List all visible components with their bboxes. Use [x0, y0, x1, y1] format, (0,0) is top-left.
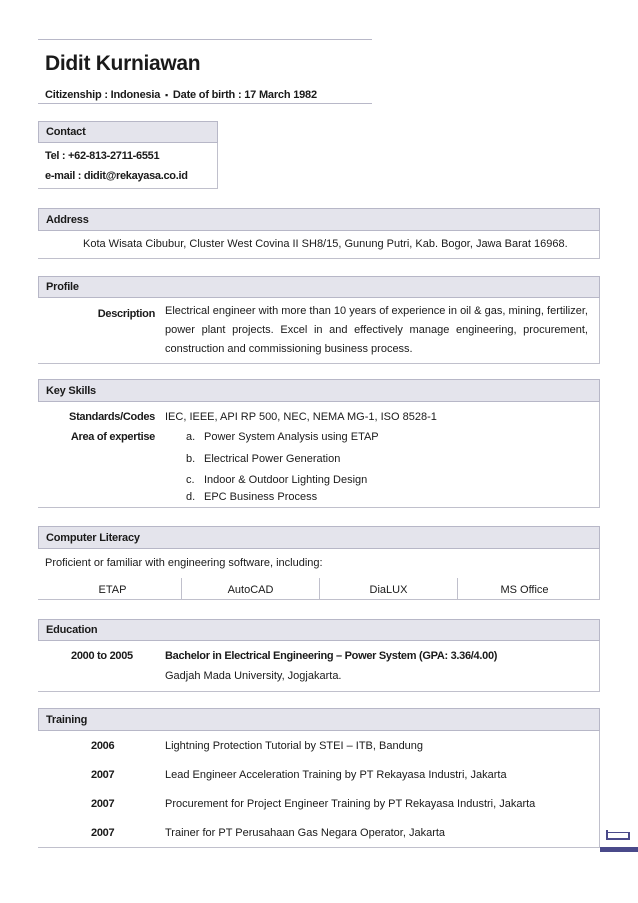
computer-header	[38, 526, 600, 549]
education-degree: Bachelor in Electrical Engineering – Power System (GPA: 3.36/4.00)	[165, 650, 498, 662]
training-text: Trainer for PT Perusahaan Gas Negara Operator, Jakarta	[165, 827, 446, 839]
skills-border-bottom	[38, 507, 600, 508]
skills-title: Key Skills	[46, 384, 96, 397]
address-border-bottom	[38, 258, 600, 259]
expertise-item	[186, 453, 340, 465]
computer-title: Computer Literacy	[46, 531, 140, 544]
personal-info	[45, 89, 317, 101]
address-header	[38, 208, 600, 231]
profile-border-bottom	[38, 363, 600, 364]
training-year: 2007	[91, 769, 115, 781]
address-border-right	[599, 231, 600, 258]
date-of-birth: Date of birth : 17 March 1982	[172, 89, 317, 101]
training-border-bottom	[38, 847, 600, 848]
software-item: ETAP	[98, 584, 127, 596]
profile-header	[38, 276, 600, 298]
expertise-label: Area of expertise	[70, 431, 155, 443]
training-border-right	[599, 731, 600, 847]
expertise-marker: d.	[186, 491, 196, 503]
citizenship: Citizenship : Indonesia	[45, 89, 161, 101]
profile-border-right	[599, 298, 600, 363]
profile-title: Profile	[46, 281, 79, 293]
software-item: AutoCAD	[227, 584, 274, 596]
expertise-marker: c.	[186, 474, 195, 486]
header-rule	[38, 103, 372, 104]
education-border-bottom	[38, 691, 600, 692]
contact-email: e-mail : didit@rekayasa.co.id	[45, 170, 188, 182]
computer-intro: Proficient or familiar with engineering software, including:	[45, 557, 323, 569]
expertise-marker: a.	[186, 431, 196, 443]
education-header	[38, 619, 600, 641]
expertise-item	[186, 431, 379, 443]
training-year: 2007	[91, 798, 115, 810]
training-header	[38, 708, 600, 731]
expertise-item	[186, 491, 317, 503]
top-rule	[38, 39, 372, 40]
education-border-right	[599, 641, 600, 691]
profile-description: Electrical engineer with more than 10 years of experience in oil & gas, mining, fertilizer, power plant projects. Excel in and effectively manage engineering, procurement, construction and commissioning business process.	[165, 305, 588, 355]
address-title: Address	[46, 213, 89, 226]
person-name: Didit Kurniawan	[45, 52, 201, 75]
contact-border-right	[217, 143, 218, 189]
skills-header	[38, 379, 600, 402]
training-text: Lightning Protection Tutorial by STEI – ITB, Bandung	[165, 740, 424, 752]
contact-title: Contact	[46, 126, 86, 138]
education-school: Gadjah Mada University, Jogjakarta.	[165, 670, 342, 682]
training-year: 2006	[91, 740, 115, 752]
skills-border-right	[599, 402, 600, 507]
training-text: Procurement for Project Engineer Training by PT Rekayasa Industri, Jakarta	[165, 798, 536, 810]
contact-header	[38, 121, 218, 143]
software-item: MS Office	[500, 584, 549, 596]
profile-label: Description	[97, 308, 155, 320]
page-corner-bar	[600, 847, 638, 852]
expertise-item	[186, 474, 367, 486]
expertise-text: EPC Business Process	[204, 491, 318, 503]
education-title: Education	[46, 624, 98, 636]
software-item: DiaLUX	[369, 584, 408, 596]
computer-border-right	[599, 549, 600, 599]
page-corner-icon	[604, 826, 634, 846]
address-text: Kota Wisata Cibubur, Cluster West Covina II SH8/15, Gunung Putri, Kab. Bogor, Jawa Barat 16968.	[83, 238, 568, 250]
expertise-text: Electrical Power Generation	[204, 453, 341, 465]
training-text: Lead Engineer Acceleration Training by PT Rekayasa Industri, Jakarta	[165, 769, 507, 781]
expertise-text: Power System Analysis using ETAP	[204, 431, 379, 443]
standards-value: IEC, IEEE, API RP 500, NEC, NEMA MG-1, ISO 8528-1	[165, 411, 437, 423]
contact-border-bottom	[38, 188, 218, 189]
contact-tel: Tel : +62-813-2711-6551	[45, 150, 160, 162]
training-title: Training	[46, 713, 88, 726]
training-year: 2007	[91, 827, 115, 839]
computer-border-bottom	[38, 599, 600, 600]
separator: ▪	[165, 90, 169, 100]
standards-label: Standards/Codes	[69, 411, 155, 423]
expertise-marker: b.	[186, 453, 196, 465]
education-period: 2000 to 2005	[71, 650, 133, 662]
expertise-text: Indoor & Outdoor Lighting Design	[204, 474, 368, 486]
